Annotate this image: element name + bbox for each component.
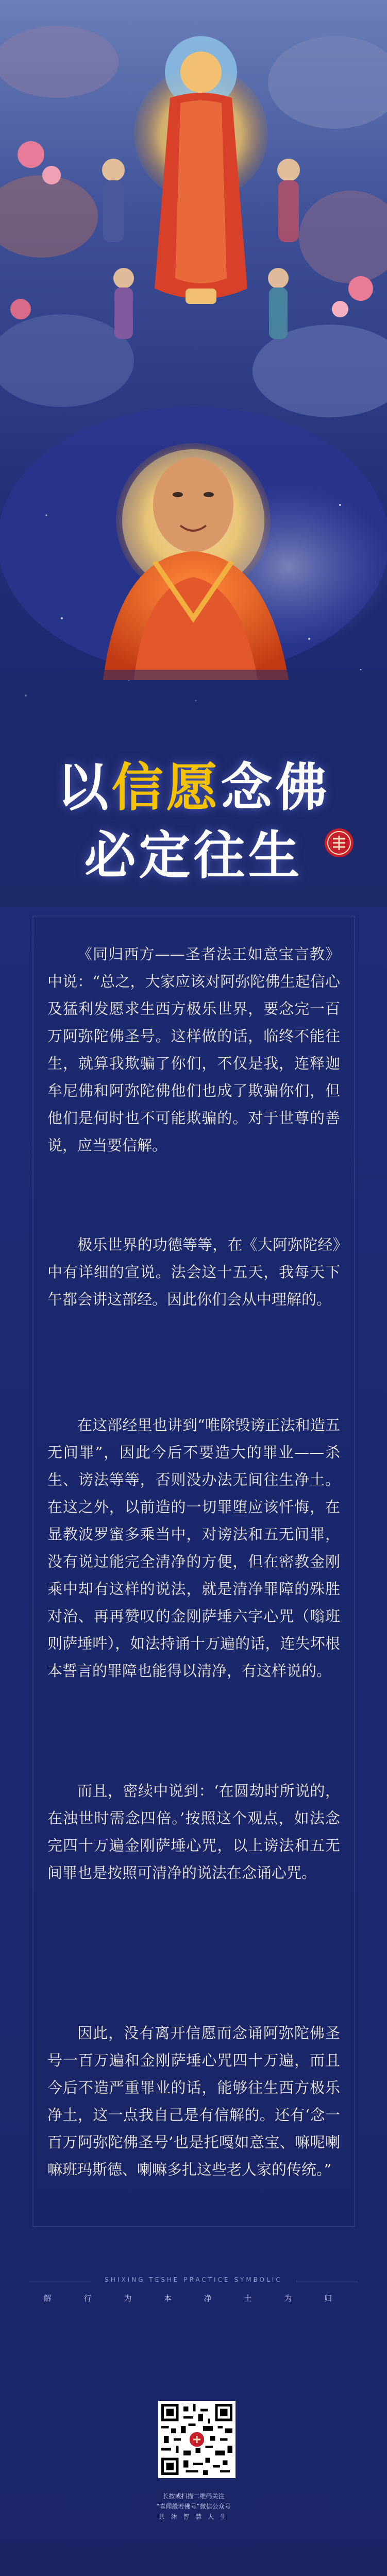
title-part-1: 以 [57, 757, 112, 818]
qr-code[interactable] [158, 2401, 235, 2478]
content-panel [29, 912, 359, 2251]
qr-caption-2: “喜闻般若佛号”微信公众号 [156, 2503, 231, 2510]
footer-english-motto: SHIXING TESHE PRACTICE SYMBOLIC [105, 2276, 282, 2283]
title-part-2: 念佛 [221, 757, 330, 818]
title-highlight: 信愿 [111, 757, 221, 818]
title-line-1 [0, 746, 387, 820]
paragraph-2: 极乐世界的功德等等，在《大阿弥陀经》中有详细的宣说。法会这十五天，我每天下午都会讲这部经。因此你们会从中理解的。 [47, 1236, 340, 1308]
seal-icon [323, 826, 356, 859]
title-line-2: 必定往生 [84, 825, 303, 886]
qr-caption-3: 共 沐 智 慧 人 生 [158, 2513, 229, 2520]
footer-chinese-motto: 解 行 为 本 净 土 为 归 [43, 2294, 344, 2303]
paragraph-1: 《同归西方——圣者法王如意宝言教》中说：“总之，大家应该对阿弥陀佛生起信心及猛利发愿求生西方极乐世界，要念完一百万阿弥陀佛圣号。这样做的话，临终不能往生，就算我欺骗了你们，不仅是我，连释迦牟尼佛和阿弥陀佛他们也成了欺骗你们，但他们是何时也不可能欺骗的。对于世尊的善说，应当要信解。 [47, 945, 340, 1154]
qr-code-icon [161, 2404, 232, 2475]
qr-caption-1: 长按或扫描二维码关注 [162, 2493, 225, 2500]
paragraph-3: 在这部经里也讲到“唯除毁谤正法和造五无间罪”，因此今后不要造大的罪业——杀生、谤法等等，否则没办法无间往生净土。在这之外，以前造的一切罪堕应该忏悔，在显教波罗蜜多乘当中，对谤法和五无间罪，没有说过能完全清净的方便，但在密教金刚乘中却有这样的说法，就是清净罪障的殊胜对治、再再赞叹的金刚萨埵六字心咒（嗡班则萨埵吽），如法持诵十万遍的话，连失坏根本誓言的罪障也能得以清净，有这样说的。 [47, 1416, 340, 1680]
paragraph-4: 而且，密续中说到：‘在圆劫时所说的，在浊世时需念四倍。’按照这个观点，如法念完四十万遍金刚萨埵心咒，以上谤法和五无间罪也是按照可清净的说法在念诵心咒。 [47, 1782, 340, 1882]
paragraph-5: 因此，没有离开信愿而念诵阿弥陀佛圣号一百万遍和金刚萨埵心咒四十万遍，而且今后不造严重罪业的话，能够往生西方极乐净土，这一点我自己是有信解的。还有‘念一百万阿弥陀佛圣号’也是托嘎如意宝、嘛呢喇嘛班玛斯德、喇嘛多扎这些老人家的传统。” [47, 2024, 340, 2178]
